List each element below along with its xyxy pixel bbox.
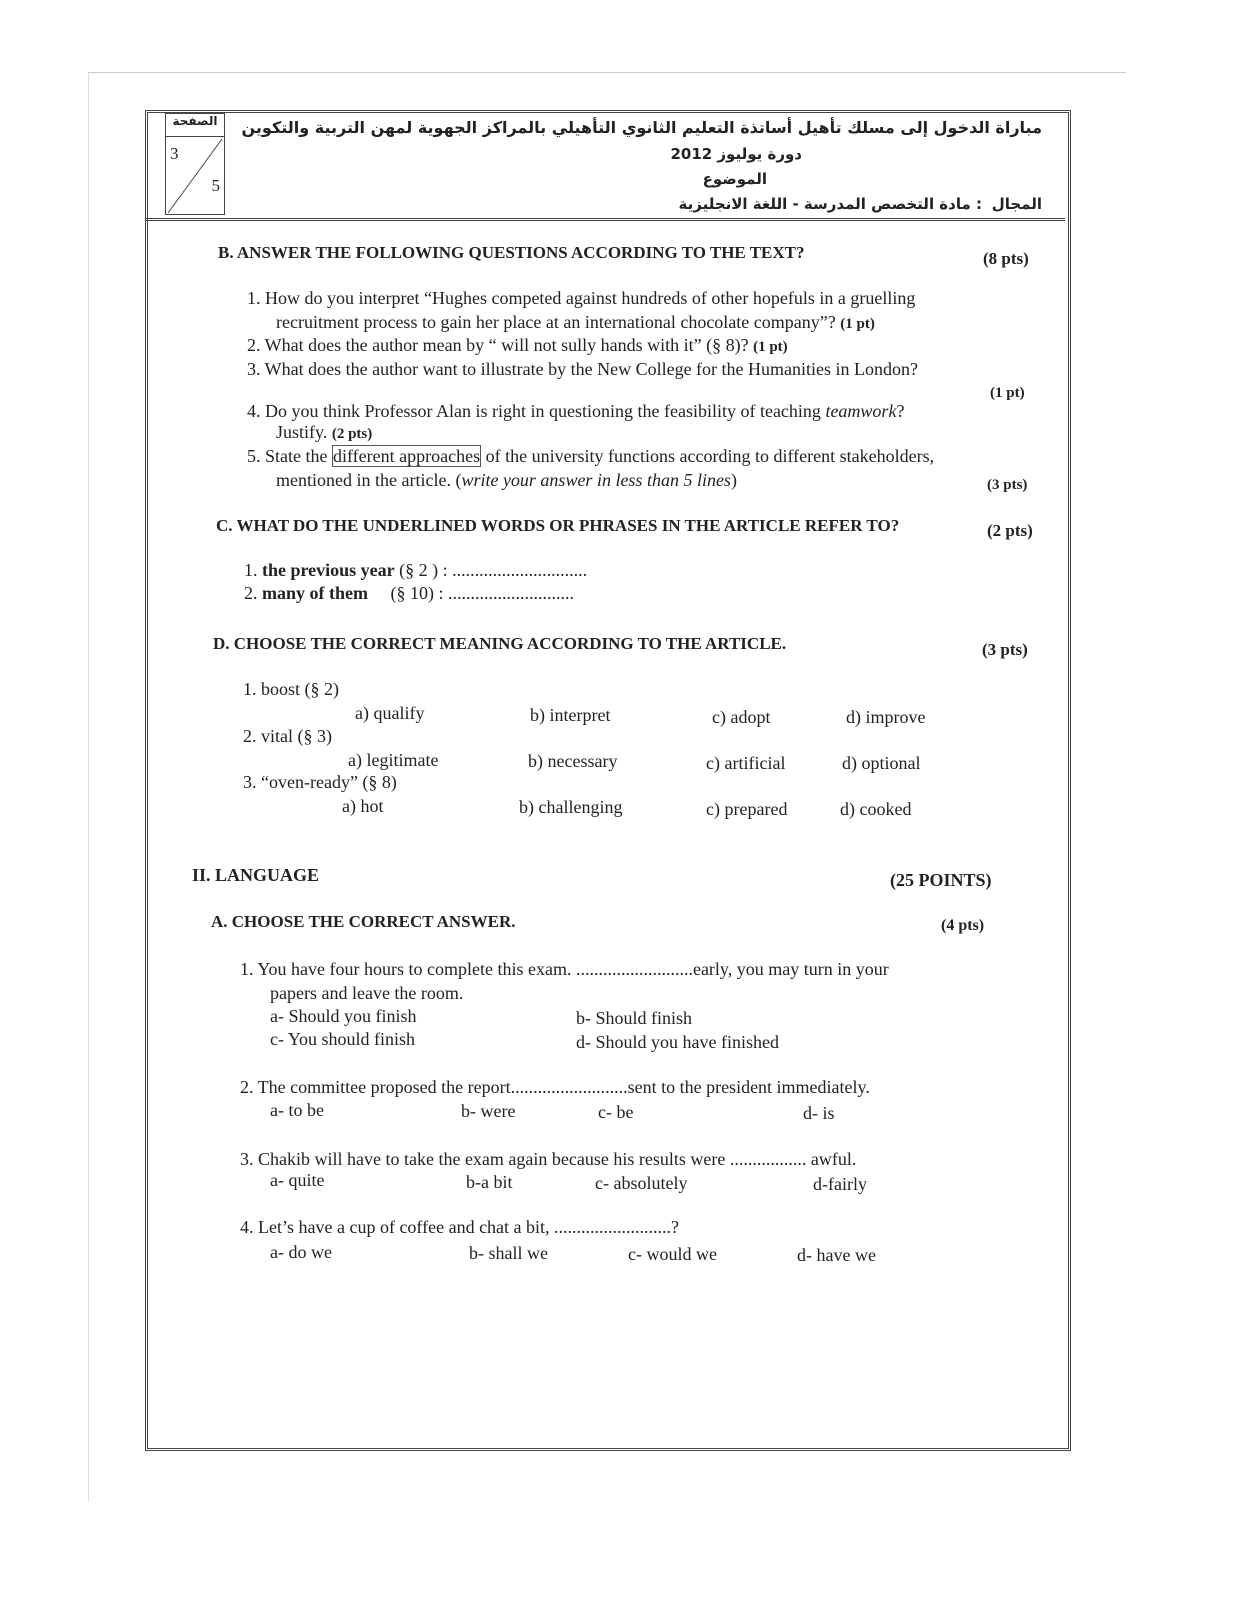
option: b- Should finish [576,1008,693,1028]
option: b-a bit [466,1172,513,1192]
option: a) qualify [355,703,425,723]
text: mentioned in the article. ( [276,470,462,490]
option: a- do we [270,1242,332,1262]
text: Justify. [276,422,328,442]
question-b5 [247,446,934,467]
option: a) hot [342,796,384,816]
option: c- be [598,1102,634,1122]
question-b4-cont [276,422,372,443]
number: 2. [244,583,258,603]
option: c) prepared [706,799,788,819]
item-c2 [244,583,574,604]
section-c-points: (2 pts) [987,521,1033,540]
language-a-points: (4 pts) [941,917,985,934]
text: 2. What does the author mean by “ will not sully hands with it” (§ 8)? [247,335,749,355]
option: b) challenging [519,797,623,817]
option: d- have we [797,1245,876,1265]
option: c) artificial [706,753,786,773]
phrase: the previous year [262,560,395,580]
section-d-points: (3 pts) [982,640,1028,659]
page-number: 3 [170,144,179,163]
item-c1 [244,560,587,581]
question-b3-points: (1 pt) [990,385,1025,401]
language-q2: 2. The committee proposed the report..........................sent to the president immediately. [240,1077,870,1097]
language-a-title: A. CHOOSE THE CORRECT ANSWER. [211,912,516,931]
field-label: المجال [991,195,1042,213]
page-number-box [165,113,225,215]
text: ? [896,401,905,421]
section-b-points: (8 pts) [983,249,1029,268]
field-value: : مادة التخصص المدرسة - اللغة الانجليزية [678,195,982,213]
section-c-title: C. WHAT DO THE UNDERLINED WORDS OR PHRASES IN THE ARTICLE REFER TO? [216,516,900,535]
option: d- is [803,1103,835,1123]
text: ) [730,470,737,490]
language-q4: 4. Let’s have a cup of coffee and chat a bit, ..........................? [240,1217,680,1237]
option: d) improve [846,707,926,727]
option: a- to be [270,1100,324,1120]
question-b1: 1. How do you interpret “Hughes competed against hundreds of other hopefuls in a gruelling [247,288,916,308]
option: c- would we [628,1244,717,1264]
option: d) optional [842,753,921,773]
option: b- shall we [469,1243,548,1263]
boxed-phrase: different approaches [332,446,481,466]
number: 1. [244,560,258,580]
question-b5-points: (3 pts) [987,477,1028,493]
question-b2 [247,335,788,356]
text-italic: teamwork [825,401,897,421]
points: (2 pts) [331,426,373,442]
option: d) cooked [840,799,912,819]
question-b5-cont [276,470,737,491]
session: دورة يوليوز 2012 [670,145,802,163]
option: c- absolutely [595,1173,688,1193]
option: a- quite [270,1170,325,1190]
language-q3: 3. Chakib will have to take the exam again because his results were ................. awful. [240,1149,857,1169]
option: d-fairly [813,1174,867,1194]
section-b-title: B. ANSWER THE FOLLOWING QUESTIONS ACCORDING TO THE TEXT? [218,243,805,262]
subject-label: الموضوع [702,170,767,188]
option: c) adopt [712,707,771,727]
text: 5. State the [247,446,332,466]
language-points: (25 POINTS) [890,870,992,890]
exam-title: مباراة الدخول إلى مسلك تأهيل أساتذة التعليم الثانوي التأهيلي بالمراكز الجهوية لمهن التربية والتكوين [241,118,1042,137]
item-d1: 1. boost (§ 2) [243,679,339,699]
section-d-title: D. CHOOSE THE CORRECT MEANING ACCORDING TO THE ARTICLE. [213,634,787,653]
option: a- Should you finish [270,1006,417,1026]
phrase: many of them [262,583,368,603]
question-b1-cont [276,312,875,333]
text: recruitment process to gain her place at an international chocolate company”? [276,312,836,332]
question-b3: 3. What does the author want to illustrate by the New College for the Humanities in London? [247,359,919,379]
text-italic: write your answer in less than 5 lines [461,470,731,490]
option: a) legitimate [348,750,439,770]
points: (1 pt) [753,339,788,355]
ref: (§ 2 ) : .............................. [399,560,588,580]
text: 4. Do you think Professor Alan is right in questioning the feasibility of teaching [247,401,826,421]
language-q1-cont: papers and leave the room. [270,983,464,1003]
option: d- Should you have finished [576,1032,779,1052]
points: (1 pt) [840,316,875,332]
option: b) interpret [530,705,611,725]
option: b) necessary [528,751,618,771]
ref: (§ 10) : ............................ [390,583,574,603]
question-b4 [247,401,904,422]
option: b- were [461,1101,516,1121]
item-d2: 2. vital (§ 3) [243,726,332,746]
option: c- You should finish [270,1029,416,1049]
language-title: II. LANGUAGE [192,865,320,885]
page-label: الصفحة [166,114,224,137]
text: of the university functions according to different stakeholders, [481,446,935,466]
item-d3: 3. “oven-ready” (§ 8) [243,772,397,792]
page-total: 5 [211,176,220,195]
language-q1: 1. You have four hours to complete this exam. ..........................early, you may turn in your [240,959,889,979]
